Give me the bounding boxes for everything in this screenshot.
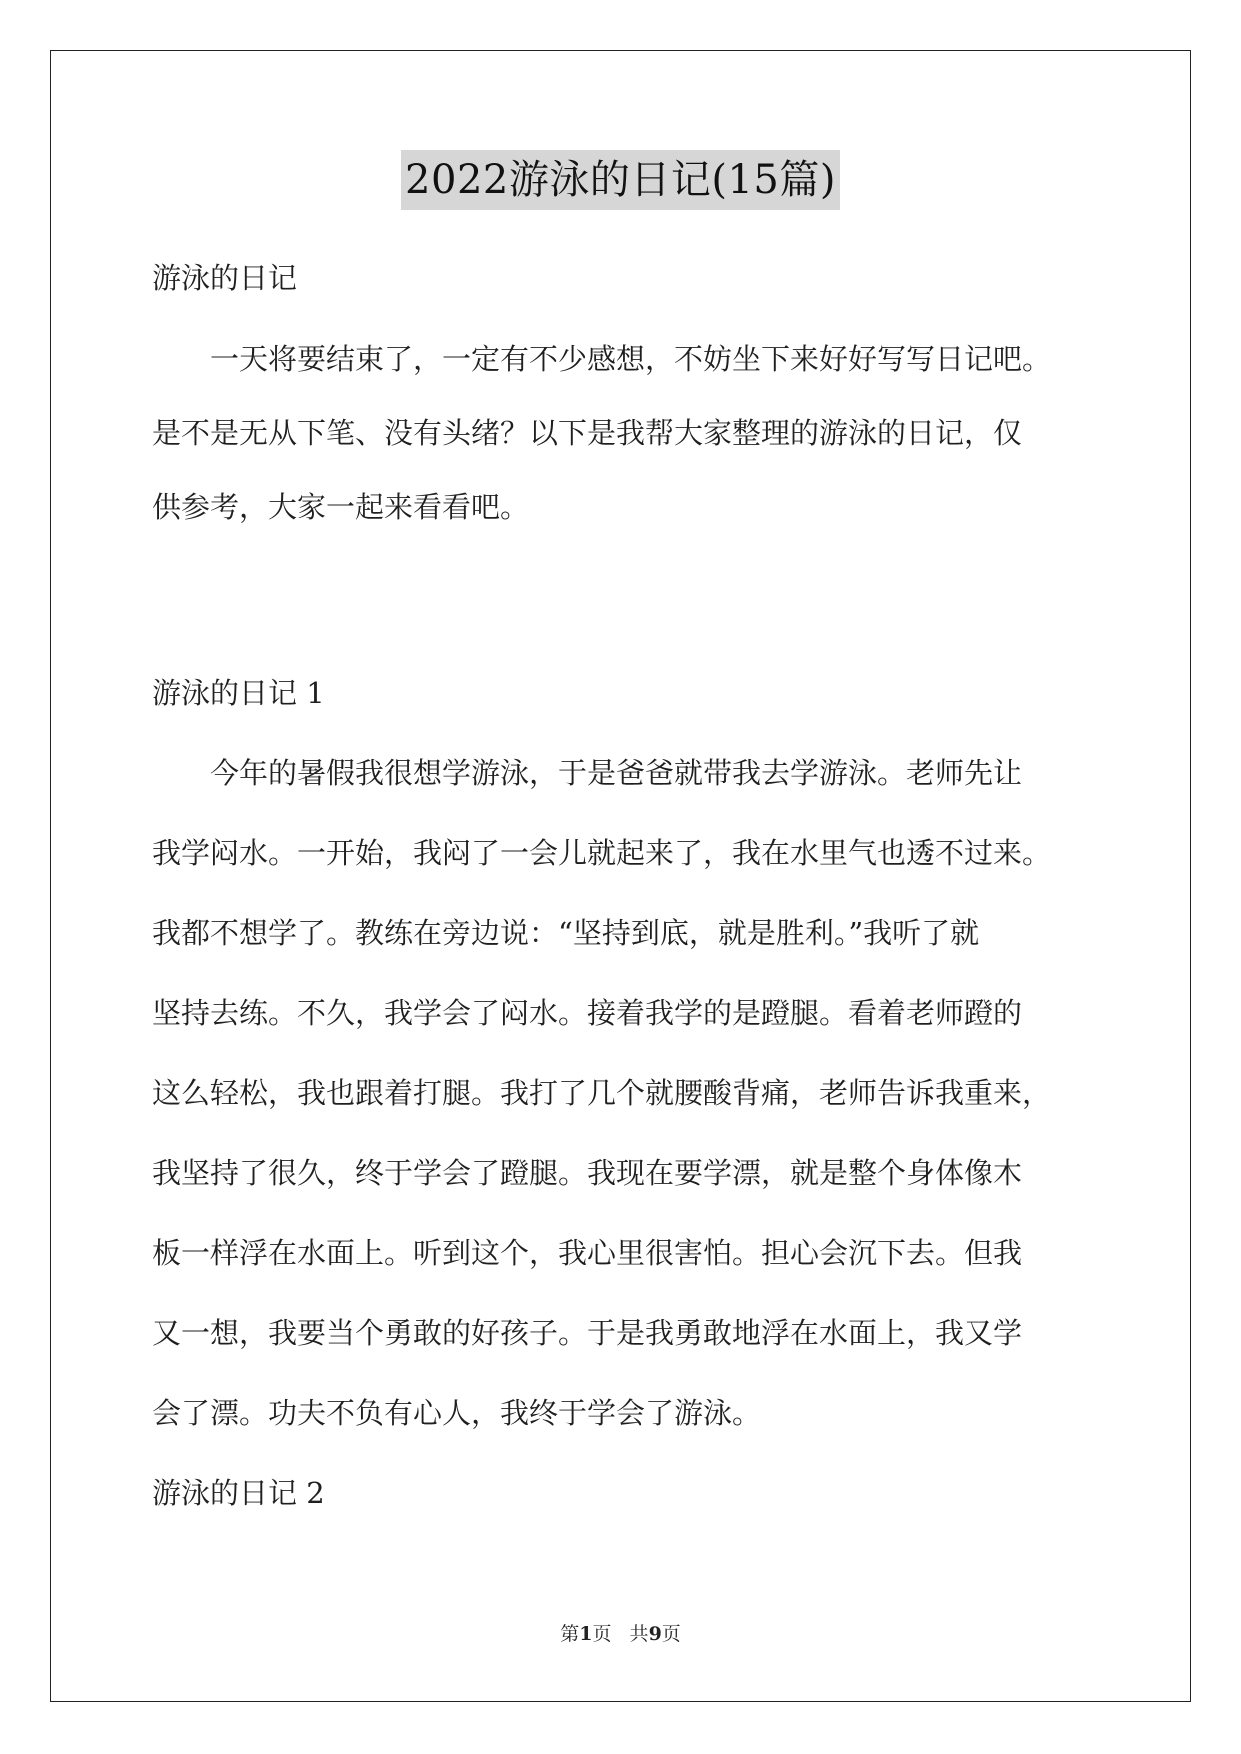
paragraph-line: 一天将要结束了，一定有不少感想，不妨坐下来好好写写日记吧。	[210, 342, 1052, 376]
paragraph-line: 会了漂。功夫不负有心人，我终于学会了游泳。	[152, 1396, 762, 1430]
paragraph-line: 我都不想学了。教练在旁边说：“坚持到底，就是胜利。”我听了就	[152, 916, 980, 950]
paragraph-line: 供参考，大家一起来看看吧。	[152, 490, 530, 524]
section-heading: 游泳的日记	[152, 261, 298, 295]
paragraph-line: 是不是无从下笔、没有头绪？以下是我帮大家整理的游泳的日记，仅	[152, 416, 1023, 450]
footer-suffix: 页	[661, 1623, 681, 1645]
title-container	[0, 150, 1241, 210]
paragraph-line: 我学闷水。一开始，我闷了一会儿就起来了，我在水里气也透不过来。	[152, 836, 1052, 870]
paragraph-line: 坚持去练。不久，我学会了闷水。接着我学的是蹬腿。看着老师蹬的	[152, 996, 1023, 1030]
section-heading: 游泳的日记 1	[152, 676, 325, 710]
document-title: 2022游泳的日记(15篇)	[401, 150, 840, 210]
footer-total-pages: 9	[648, 1623, 662, 1645]
footer-page-number: 1	[579, 1623, 593, 1645]
paragraph-line: 我坚持了很久，终于学会了蹬腿。我现在要学漂，就是整个身体像木	[152, 1156, 1023, 1190]
footer-middle: 页 共	[592, 1623, 649, 1645]
page-footer	[0, 1621, 1241, 1647]
footer-prefix: 第	[560, 1623, 580, 1645]
paragraph-line: 又一想，我要当个勇敢的好孩子。于是我勇敢地浮在水面上，我又学	[152, 1316, 1023, 1350]
paragraph-line: 板一样浮在水面上。听到这个，我心里很害怕。担心会沉下去。但我	[152, 1236, 1023, 1270]
paragraph-line: 这么轻松，我也跟着打腿。我打了几个就腰酸背痛，老师告诉我重来，	[152, 1076, 1052, 1110]
section-heading: 游泳的日记 2	[152, 1476, 325, 1510]
paragraph-line: 今年的暑假我很想学游泳，于是爸爸就带我去学游泳。老师先让	[210, 756, 1023, 790]
